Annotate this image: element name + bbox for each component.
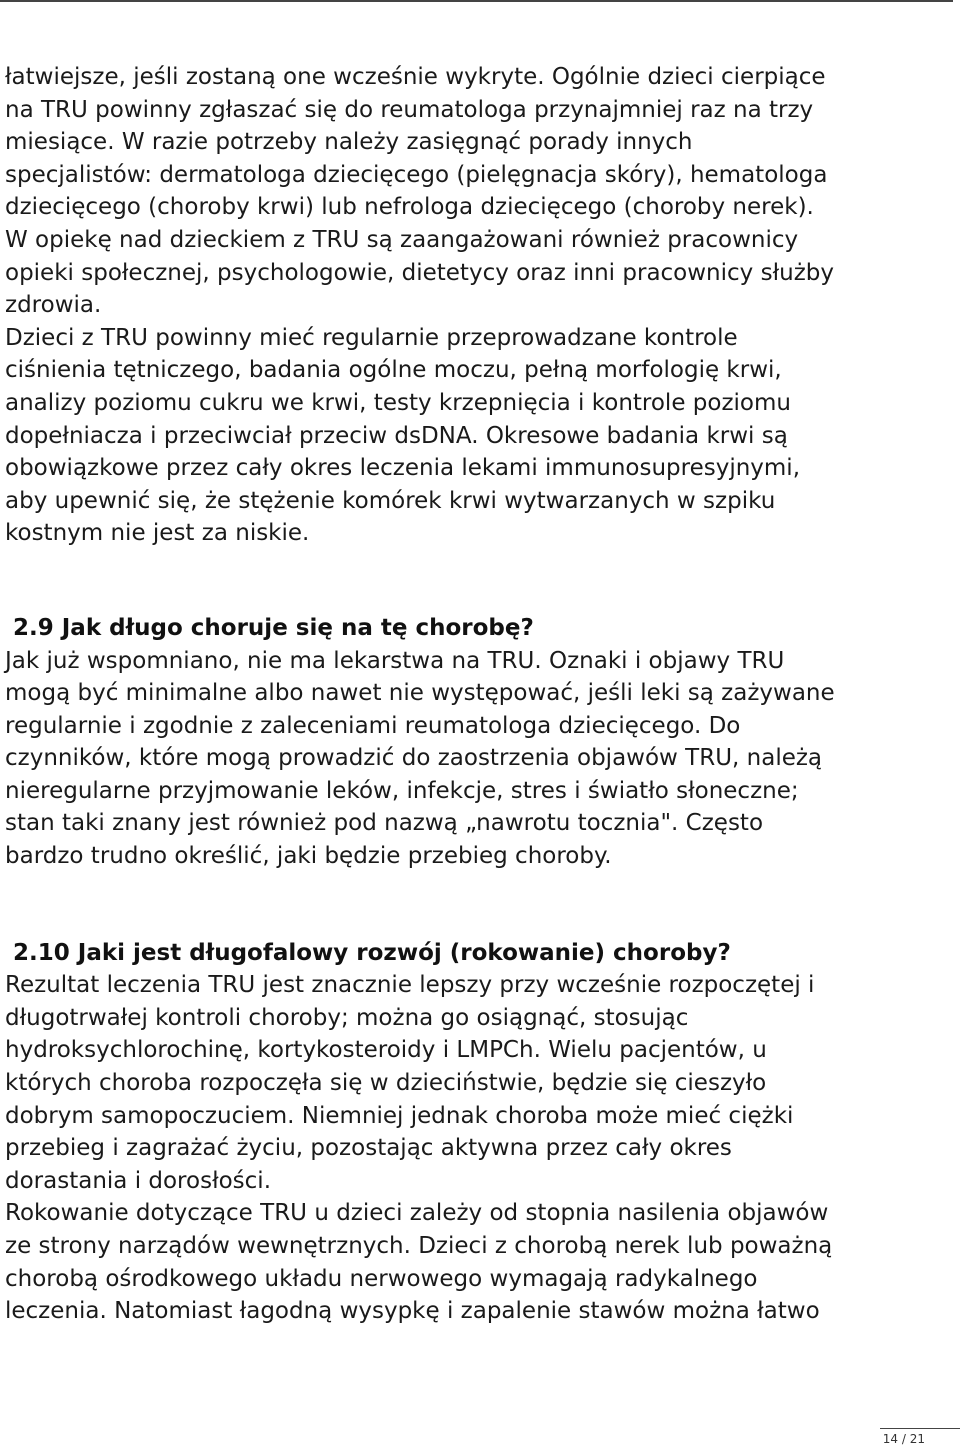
section-2-10 bbox=[5, 937, 953, 1328]
text-line: chorobą ośrodkowego układu nerwowego wymagają radykalnego bbox=[5, 1265, 758, 1292]
paragraph-block-1 bbox=[5, 61, 953, 550]
text-line: Dzieci z TRU powinny mieć regularnie przeprowadzane kontrole bbox=[5, 324, 738, 351]
text-line: których choroba rozpoczęła się w dzieciństwie, będzie się cieszyło bbox=[5, 1070, 767, 1097]
text-line: na TRU powinny zgłaszać się do reumatologa przynajmniej raz na trzy bbox=[5, 96, 814, 123]
text-line: mogą być minimalne albo nawet nie występować, jeśli leki są zażywane bbox=[5, 680, 835, 707]
text-line: analizy poziomu cukru we krwi, testy krzepnięcia i kontrole poziomu bbox=[5, 389, 791, 416]
text-line: dopełniacza i przeciwciał przeciw dsDNA. Okresowe badania krwi są bbox=[5, 422, 788, 449]
text-line: Rokowanie dotyczące TRU u dzieci zależy od stopnia nasilenia objawów bbox=[5, 1200, 829, 1227]
text-line: kostnym nie jest za niskie. bbox=[5, 520, 310, 547]
text-line: Rezultat leczenia TRU jest znacznie lepszy przy wcześnie rozpoczętej i bbox=[5, 972, 815, 999]
text-line: specjalistów: dermatologa dziecięcego (pielęgnacja skóry), hematologa bbox=[5, 161, 828, 188]
section-heading: 2.9 Jak długo choruje się na tę chorobę? bbox=[13, 614, 534, 641]
text-line: ze strony narządów wewnętrznych. Dzieci z chorobą nerek lub poważną bbox=[5, 1233, 833, 1259]
text-line: W opiekę nad dzieckiem z TRU są zaangażowani również pracownicy bbox=[5, 226, 799, 253]
text-line: leczenia. Natomiast łagodną wysypkę i zapalenie stawów można łatwo bbox=[5, 1298, 820, 1325]
text-line: bardzo trudno określić, jaki będzie przebieg choroby. bbox=[5, 843, 612, 870]
text-line: czynników, które mogą prowadzić do zaostrzenia objawów TRU, należą bbox=[5, 745, 823, 772]
text-line: aby upewnić się, że stężenie komórek krwi wytwarzanych w szpiku bbox=[5, 487, 776, 514]
text-line: opieki społecznej, psychologowie, dietetycy oraz inni pracownicy służby bbox=[5, 259, 834, 286]
text-line: hydroksychlorochinę, kortykosteroidy i LMPCh. Wielu pacjentów, u bbox=[5, 1037, 767, 1064]
text-line: dziecięcego (choroby krwi) lub nefrologa dziecięcego (choroby nerek). bbox=[5, 194, 814, 221]
section-spacer bbox=[5, 873, 953, 937]
text-line: nieregularne przyjmowanie leków, infekcje, stres i światło słoneczne; bbox=[5, 777, 799, 804]
section-spacer bbox=[5, 550, 953, 612]
text-line: dobrym samopoczuciem. Niemniej jednak choroba może mieć ciężki bbox=[5, 1102, 794, 1129]
text-line: miesiące. W razie potrzeby należy zasięgnąć porady innych bbox=[5, 129, 693, 156]
text-line: przebieg i zagrażać życiu, pozostając aktywna przez cały okres bbox=[5, 1135, 732, 1162]
page-number: 14 / 21 bbox=[882, 1432, 925, 1446]
top-border-rule bbox=[0, 0, 953, 2]
footer-rule bbox=[880, 1428, 960, 1429]
text-line: dorastania i dorosłości. bbox=[5, 1167, 272, 1194]
section-heading: 2.10 Jaki jest długofalowy rozwój (rokowanie) choroby? bbox=[13, 939, 731, 966]
text-line: ciśnienia tętniczego, badania ogólne moczu, pełną morfologię krwi, bbox=[5, 357, 782, 384]
document-page bbox=[5, 61, 953, 1328]
text-line: długotrwałej kontroli choroby; można go osiągnąć, stosując bbox=[5, 1004, 689, 1031]
text-line: obowiązkowe przez cały okres leczenia lekami immunosupresyjnymi, bbox=[5, 455, 801, 482]
section-2-9 bbox=[5, 612, 953, 873]
text-line: Jak już wspomniano, nie ma lekarstwa na TRU. Oznaki i objawy TRU bbox=[5, 647, 785, 674]
text-line: stan taki znany jest również pod nazwą „nawrotu tocznia". Często bbox=[5, 810, 764, 837]
text-line: regularnie i zgodnie z zaleceniami reumatologa dziecięcego. Do bbox=[5, 712, 741, 739]
text-line: zdrowia. bbox=[5, 292, 102, 319]
text-line: łatwiejsze, jeśli zostaną one wcześnie wykryte. Ogólnie dzieci cierpiące bbox=[5, 64, 826, 90]
